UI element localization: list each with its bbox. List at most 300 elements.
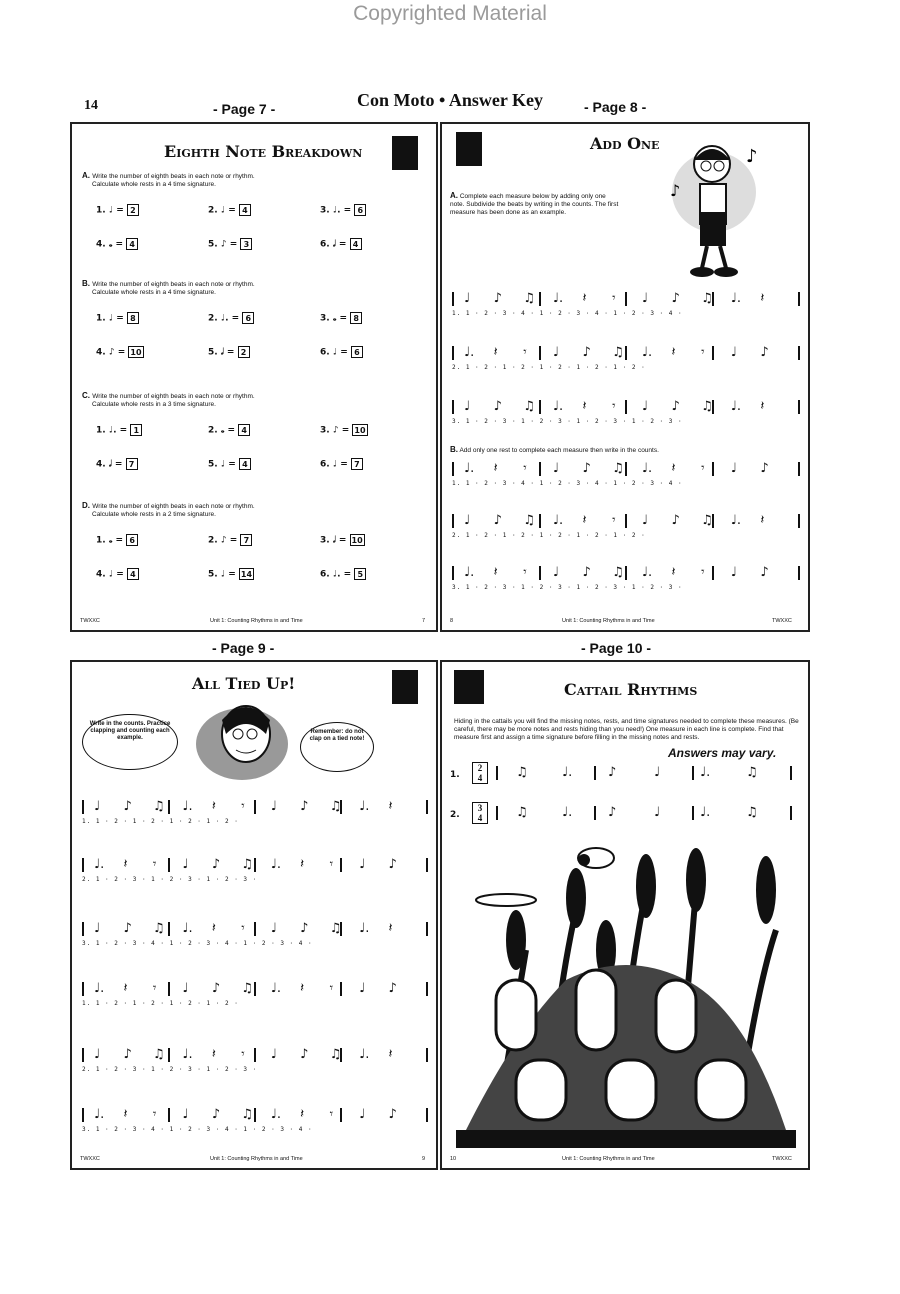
note-glyph: ♩. xyxy=(270,1107,281,1122)
note-glyph: 𝄾 xyxy=(329,857,334,872)
p7-answer-box: 2 xyxy=(238,346,250,358)
note-glyph: 𝄽 xyxy=(671,345,676,360)
note-glyph: 𝅗𝅥 = xyxy=(332,239,350,250)
note-glyph: ♩ xyxy=(94,921,101,936)
note-glyph: 𝄽 xyxy=(671,461,676,476)
barline xyxy=(452,514,454,528)
note-glyph: ♩. xyxy=(182,1047,193,1062)
p9-counts-4: 1. 1 · 2 · 1 · 2 · 1 · 2 · 1 · 2 · xyxy=(82,1000,239,1007)
barline xyxy=(168,858,170,872)
barline xyxy=(798,400,800,414)
note-glyph: ♩ xyxy=(182,981,189,996)
p7-answer-row xyxy=(208,534,252,546)
note-glyph: ♫ xyxy=(152,799,165,814)
note-glyph: 𝄾 xyxy=(612,399,616,414)
p9-staff-2 xyxy=(82,858,430,872)
p7-answer-row xyxy=(208,346,250,358)
note-glyph: ♪ xyxy=(582,345,591,360)
p7-answer-row xyxy=(96,568,139,580)
barline xyxy=(798,292,800,306)
note-glyph: 𝅗𝅥 = xyxy=(220,347,238,358)
note-glyph: ♩ xyxy=(359,1107,366,1122)
p7-answer-box: 10 xyxy=(130,348,142,357)
p8-instruction-b: B. Add only one rest to complete each measure then write in the counts. xyxy=(450,445,659,454)
note-glyph: ♩. = xyxy=(332,569,355,580)
note-glyph: ♪ xyxy=(211,981,221,996)
note-glyph: ♫ xyxy=(152,1047,165,1062)
barline xyxy=(539,566,541,580)
barline xyxy=(539,400,541,414)
p7-answer-box: 6 xyxy=(126,534,138,546)
note-glyph: ♪ xyxy=(671,399,680,414)
p7-answer-number: 3. xyxy=(320,535,333,546)
music-stand-icon xyxy=(456,132,482,166)
svg-text:♪: ♪ xyxy=(670,181,681,200)
note-glyph: ♩. xyxy=(700,805,711,820)
barline xyxy=(712,346,714,360)
note-glyph: ♩ xyxy=(359,981,366,996)
note-glyph: 𝄾 xyxy=(241,799,245,814)
note-glyph: ♩ xyxy=(552,565,560,580)
barline xyxy=(496,766,498,780)
note-glyph: ♩. xyxy=(464,565,475,580)
p8-counts-5: 2. 1 · 2 · 1 · 2 · 1 · 2 · 1 · 2 · 1 · 2 · xyxy=(452,532,646,539)
note-glyph: ♪ xyxy=(582,565,591,580)
note-glyph: ♩ xyxy=(552,345,560,360)
barline xyxy=(692,806,694,820)
note-glyph: ♫ xyxy=(612,461,624,476)
barline xyxy=(168,800,170,814)
music-stand-icon xyxy=(392,136,418,170)
p7-answer-row xyxy=(208,238,252,250)
bubble-left: Write in the counts. Practice clapping and counting each example. xyxy=(82,714,178,770)
p8-instruction-a: A. Complete each measure below by adding only one note. Subdivide the beats by writing in the counts. The first measure has been done as an example. xyxy=(450,191,619,216)
note-glyph: ♪ xyxy=(300,799,309,814)
p7-answer-box: 10 xyxy=(354,426,366,435)
note-glyph: 𝅗𝅥 = xyxy=(332,535,350,546)
note-glyph: ♫ xyxy=(523,399,535,414)
note-glyph: ♪ xyxy=(300,921,309,936)
note-glyph: 𝅝 = xyxy=(108,239,127,250)
time-sig-1-bottom: 4 xyxy=(477,773,483,783)
note-glyph: 𝄾 xyxy=(152,1107,157,1122)
barline xyxy=(254,858,256,872)
note-glyph: ♩ xyxy=(730,461,737,476)
p8-instruction-b-text: Add only one rest to complete each measure then write in the counts. xyxy=(459,447,659,454)
note-glyph: ♪ xyxy=(388,857,397,872)
p7-instruction-2 xyxy=(82,392,422,409)
p7-answer-box: 4 xyxy=(238,424,250,436)
note-glyph: ♩. xyxy=(94,981,105,996)
p9-staff-3 xyxy=(82,922,430,936)
note-glyph: ♩. xyxy=(464,461,475,476)
answers-note: Answers may vary. xyxy=(668,746,777,760)
p7-answer-row xyxy=(96,534,138,546)
p7-instruction-line2: Calculate whole rests in a 4 time signature. xyxy=(92,181,216,188)
note-glyph: ♩. xyxy=(730,399,741,414)
p7-instruction-line2: Calculate whole rests in a 3 time signature. xyxy=(92,401,216,408)
barline xyxy=(254,1048,256,1062)
barline xyxy=(82,800,84,814)
note-glyph: ♪ = xyxy=(220,239,241,250)
time-sig-1 xyxy=(472,762,488,784)
p9-title: All Tied Up! xyxy=(192,674,296,693)
note-glyph: ♫ xyxy=(612,345,624,360)
barline xyxy=(594,766,596,780)
p7-answer-number: 4. xyxy=(96,569,109,580)
barline xyxy=(790,766,792,780)
p9-footer-left: TWXXC xyxy=(80,1156,100,1162)
barline xyxy=(82,1108,84,1122)
note-glyph: 𝄾 xyxy=(523,345,527,360)
note-glyph: ♩. xyxy=(730,291,741,306)
note-glyph: ♪ xyxy=(760,461,769,476)
barline xyxy=(712,566,714,580)
barline xyxy=(340,1108,342,1122)
note-glyph: ♪ = xyxy=(108,347,129,358)
p8-staff-6 xyxy=(452,566,802,580)
note-glyph: ♩. xyxy=(94,1107,105,1122)
barline xyxy=(539,514,541,528)
p8-title: Add One xyxy=(590,134,660,153)
p7-answer-number: 4. xyxy=(96,347,109,358)
label-page-7: - Page 7 - xyxy=(213,101,276,117)
p7-answer-number: 6. xyxy=(320,569,333,580)
note-glyph: ♩ xyxy=(359,857,366,872)
cattails-illustration xyxy=(456,830,796,1148)
barline xyxy=(82,1048,84,1062)
p7-title: Eighth Note Breakdown xyxy=(164,142,363,161)
p7-answer-number: 6. xyxy=(320,459,333,470)
p8-staff-1 xyxy=(452,292,802,306)
note-glyph: ♩ = xyxy=(108,313,127,324)
note-glyph: ♩ xyxy=(730,345,737,360)
time-sig-2-bottom: 4 xyxy=(477,813,483,823)
note-glyph: 𝄾 xyxy=(612,291,616,306)
barline xyxy=(426,800,428,814)
note-glyph: 𝄾 xyxy=(523,461,527,476)
p7-answer-row xyxy=(320,458,363,470)
barline xyxy=(625,292,627,306)
label-page-9: - Page 9 - xyxy=(212,640,275,656)
note-glyph: 𝄾 xyxy=(612,513,616,528)
note-glyph: ♩ xyxy=(270,1047,277,1062)
note-glyph: ♫ xyxy=(516,765,528,780)
note-glyph: ♩ xyxy=(270,921,277,936)
note-glyph: ♪ xyxy=(300,1047,309,1062)
barline xyxy=(426,922,428,936)
p7-answer-number: 6. xyxy=(320,239,333,250)
music-stand-icon xyxy=(454,670,484,704)
note-glyph: 𝄽 xyxy=(388,921,393,936)
p9-staff-4 xyxy=(82,982,430,996)
p8-counts-1: 1. 1 · 2 · 3 · 4 · 1 · 2 · 3 · 4 · 1 · 2 · 3 · 4 · xyxy=(452,310,683,317)
p7-answer-row xyxy=(96,346,144,358)
note-glyph: 𝅗𝅥 = xyxy=(108,459,126,470)
note-glyph: ♩ xyxy=(94,1047,101,1062)
p7-answer-box: 4 xyxy=(239,458,251,470)
note-glyph: ♪ xyxy=(123,921,132,936)
note-glyph: ♫ xyxy=(612,565,624,580)
note-glyph: ♫ xyxy=(701,513,713,528)
p7-answer-box: 10 xyxy=(351,536,363,545)
barline xyxy=(798,514,800,528)
note-glyph: ♫ xyxy=(241,857,253,872)
p8-staff-5 xyxy=(452,514,802,528)
note-glyph: ♩. xyxy=(359,1047,370,1062)
barline xyxy=(625,462,627,476)
note-glyph: ♪ xyxy=(760,345,769,360)
p7-answer-row xyxy=(320,238,362,250)
p10-row-2-num: 2. xyxy=(450,810,460,820)
barline xyxy=(340,858,342,872)
music-stand-icon xyxy=(392,670,418,704)
barline xyxy=(340,982,342,996)
girl-face-illustration xyxy=(192,694,292,784)
note-glyph: ♫ xyxy=(241,1107,253,1122)
note-glyph: ♪ xyxy=(388,981,397,996)
p7-answer-row xyxy=(96,238,138,250)
p8-counts-3: 3. 1 · 2 · 3 · 1 · 2 · 3 · 1 · 2 · 3 · 1 · 2 · 3 · xyxy=(452,418,683,425)
p7-answer-row xyxy=(320,424,368,436)
barline xyxy=(625,514,627,528)
p7-footer-left: TWXXC xyxy=(80,618,100,624)
label-page-10: - Page 10 - xyxy=(581,640,652,656)
note-glyph: 𝄽 xyxy=(211,921,216,936)
label-page-8: - Page 8 - xyxy=(584,99,647,115)
page-title: Con Moto • Answer Key xyxy=(357,90,543,110)
p7-answer-number: 2. xyxy=(208,205,221,216)
note-glyph: ♩ xyxy=(182,1107,189,1122)
note-glyph: ♩ xyxy=(464,399,471,414)
note-glyph: 𝄽 xyxy=(300,1107,305,1122)
barline xyxy=(452,462,454,476)
note-glyph: ♪ xyxy=(388,1107,397,1122)
note-glyph: 𝄽 xyxy=(760,291,765,306)
note-glyph: ♪ xyxy=(211,1107,221,1122)
time-sig-2-top: 3 xyxy=(477,803,483,813)
p7-section-letter: A. xyxy=(82,171,93,180)
p7-answer-number: 3. xyxy=(320,313,333,324)
p7-instruction-0 xyxy=(82,172,422,189)
note-glyph: ♪ = xyxy=(220,535,241,546)
p7-answer-number: 3. xyxy=(320,425,333,436)
barline xyxy=(625,400,627,414)
note-glyph: ♩. xyxy=(700,765,711,780)
barline xyxy=(798,346,800,360)
note-glyph: 𝄽 xyxy=(300,857,305,872)
note-glyph: ♪ xyxy=(671,291,680,306)
note-glyph: ♩ xyxy=(464,291,471,306)
note-glyph: 𝄽 xyxy=(582,513,587,528)
note-glyph: ♩. xyxy=(641,565,653,580)
p7-instruction-3 xyxy=(82,502,422,519)
p7-answer-row xyxy=(320,534,365,546)
barline xyxy=(426,982,428,996)
panel-page-10 xyxy=(440,660,810,1170)
p7-answer-box: 1 xyxy=(130,424,142,436)
p7-answer-number: 3. xyxy=(320,205,333,216)
note-glyph: ♫ xyxy=(329,1047,342,1062)
barline xyxy=(452,292,454,306)
p7-answer-number: 5. xyxy=(208,239,221,250)
note-glyph: ♩ = xyxy=(220,569,239,580)
note-glyph: 𝅝 = xyxy=(220,425,239,436)
barline xyxy=(452,566,454,580)
note-glyph: 𝄽 xyxy=(760,513,765,528)
p7-answer-box: 6 xyxy=(351,346,363,358)
note-glyph: ♩. xyxy=(464,345,475,360)
note-glyph: ♫ xyxy=(152,921,165,936)
note-glyph: ♫ xyxy=(746,765,758,780)
svg-text:♪: ♪ xyxy=(746,146,758,167)
p7-answer-box: 7 xyxy=(351,458,363,470)
barline xyxy=(168,1048,170,1062)
p7-answer-number: 5. xyxy=(208,347,221,358)
p9-counts-5: 2. 1 · 2 · 3 · 1 · 2 · 3 · 1 · 2 · 3 · xyxy=(82,1066,258,1073)
barline xyxy=(254,922,256,936)
p7-answer-number: 4. xyxy=(96,239,109,250)
barline xyxy=(625,346,627,360)
note-glyph: ♪ xyxy=(760,565,769,580)
barline xyxy=(790,806,792,820)
time-sig-2 xyxy=(472,802,488,824)
note-glyph: ♫ xyxy=(523,291,535,306)
p7-instruction-line2: Calculate whole rests in a 2 time signature. xyxy=(92,511,216,518)
note-glyph: ♩. xyxy=(94,857,105,872)
p7-instruction-line1: Write the number of eighth beats in each note or rhythm. xyxy=(92,503,255,510)
p7-answer-number: 2. xyxy=(208,313,221,324)
note-glyph: 𝄽 xyxy=(582,291,587,306)
p9-counts-2: 2. 1 · 2 · 3 · 1 · 2 · 3 · 1 · 2 · 3 · xyxy=(82,876,258,883)
p7-answer-box: 8 xyxy=(127,312,139,324)
barline xyxy=(625,566,627,580)
p7-answer-row xyxy=(320,204,366,216)
p7-answer-number: 1. xyxy=(96,313,109,324)
p8-counts-6: 3. 1 · 2 · 3 · 1 · 2 · 3 · 1 · 2 · 3 · 1 · 2 · 3 · xyxy=(452,584,683,591)
barline xyxy=(539,292,541,306)
note-glyph: 𝄽 xyxy=(493,345,498,360)
p7-answer-box: 8 xyxy=(350,312,362,324)
barline xyxy=(426,1108,428,1122)
p8-staff-4 xyxy=(452,462,802,476)
note-glyph: ♩. xyxy=(359,799,370,814)
p9-staff-1 xyxy=(82,800,430,814)
note-glyph: 𝄾 xyxy=(152,857,157,872)
p7-instruction-line1: Write the number of eighth beats in each note or rhythm. xyxy=(92,393,255,400)
p10-staff-1 xyxy=(496,766,796,780)
note-glyph: ♪ xyxy=(123,1047,132,1062)
note-glyph: ♫ xyxy=(523,513,535,528)
p7-answer-number: 5. xyxy=(208,459,221,470)
note-glyph: ♩. = xyxy=(220,313,243,324)
note-glyph: ♩. xyxy=(562,765,573,780)
p7-answer-box: 4 xyxy=(127,568,139,580)
note-glyph: ♩. = xyxy=(332,205,355,216)
note-glyph: ♩. xyxy=(641,461,653,476)
barline xyxy=(594,806,596,820)
note-glyph: ♩. xyxy=(562,805,573,820)
p7-answer-row xyxy=(208,568,254,580)
note-glyph: ♫ xyxy=(746,805,758,820)
note-glyph: ♩. xyxy=(182,921,193,936)
note-glyph: ♩ xyxy=(94,799,101,814)
p7-answer-box: 4 xyxy=(239,204,251,216)
p7-answer-box: 5 xyxy=(354,568,366,580)
note-glyph: ♩. xyxy=(270,981,281,996)
p7-answer-row xyxy=(320,312,362,324)
p9-counts-1: 1. 1 · 2 · 1 · 2 · 1 · 2 · 1 · 2 · xyxy=(82,818,239,825)
note-glyph: ♩ = xyxy=(220,459,239,470)
note-glyph: ♩ = xyxy=(332,347,351,358)
note-glyph: ♩. xyxy=(270,857,281,872)
note-glyph: 𝄾 xyxy=(241,1047,245,1062)
barline xyxy=(82,982,84,996)
note-glyph: ♫ xyxy=(241,981,253,996)
p8-counts-2: 2. 1 · 2 · 1 · 2 · 1 · 2 · 1 · 2 · 1 · 2 · xyxy=(452,364,646,371)
p7-section-letter: C. xyxy=(82,391,93,400)
p7-answer-row xyxy=(208,312,254,324)
note-glyph: 𝄽 xyxy=(671,565,676,580)
note-glyph: ♩ xyxy=(641,399,648,414)
p10-staff-2 xyxy=(496,806,796,820)
p10-title: Cattail Rhythms xyxy=(564,680,698,699)
note-glyph: 𝄾 xyxy=(701,565,705,580)
barline xyxy=(168,922,170,936)
note-glyph: ♩. xyxy=(552,513,564,528)
p9-counts-3: 3. 1 · 2 · 3 · 4 · 1 · 2 · 3 · 4 · 1 · 2 · 3 · 4 · xyxy=(82,940,313,947)
p7-instruction-line1: Write the number of eighth beats in each note or rhythm. xyxy=(92,173,255,180)
p10-row-1-num: 1. xyxy=(450,770,460,780)
note-glyph: ♪ = xyxy=(332,425,353,436)
barline xyxy=(798,566,800,580)
note-glyph: 𝄽 xyxy=(760,399,765,414)
note-glyph: 𝄾 xyxy=(701,461,705,476)
note-glyph: ♩ = xyxy=(108,205,127,216)
time-sig-1-top: 2 xyxy=(477,763,483,773)
p7-answer-number: 1. xyxy=(96,535,109,546)
p7-instruction-1 xyxy=(82,280,422,297)
watermark: Copyrighted Material xyxy=(353,2,547,25)
p7-instruction-line2: Calculate whole rests in a 4 time signature. xyxy=(92,289,216,296)
note-glyph: ♩. xyxy=(552,291,564,306)
boy-singing-illustration xyxy=(662,132,762,282)
p7-answer-row xyxy=(96,312,139,324)
note-glyph: ♩. xyxy=(359,921,370,936)
note-glyph: 𝄽 xyxy=(582,399,587,414)
note-glyph: 𝄾 xyxy=(152,981,157,996)
p7-answer-box: 3 xyxy=(240,238,252,250)
note-glyph: ♩ = xyxy=(108,569,127,580)
barline xyxy=(496,806,498,820)
panel-page-8 xyxy=(440,122,810,632)
note-glyph: ♩. xyxy=(182,799,193,814)
note-glyph: ♪ xyxy=(608,805,617,820)
note-glyph: 𝄽 xyxy=(388,1047,393,1062)
p7-answer-row xyxy=(208,204,251,216)
note-glyph: 𝄽 xyxy=(123,857,128,872)
p8-counts-4: 1. 1 · 2 · 3 · 4 · 1 · 2 · 3 · 4 · 1 · 2 · 3 · 4 · xyxy=(452,480,683,487)
barline xyxy=(82,858,84,872)
barline xyxy=(254,982,256,996)
note-glyph: 𝅝 = xyxy=(108,535,127,546)
p7-section-letter: D. xyxy=(82,501,93,510)
p8-footer-mid: Unit 1: Counting Rhythms in and Time xyxy=(562,618,655,624)
barline xyxy=(254,800,256,814)
note-glyph: ♩ = xyxy=(332,459,351,470)
p8-footer-left: 8 xyxy=(450,618,454,624)
note-glyph: ♩ xyxy=(641,291,648,306)
